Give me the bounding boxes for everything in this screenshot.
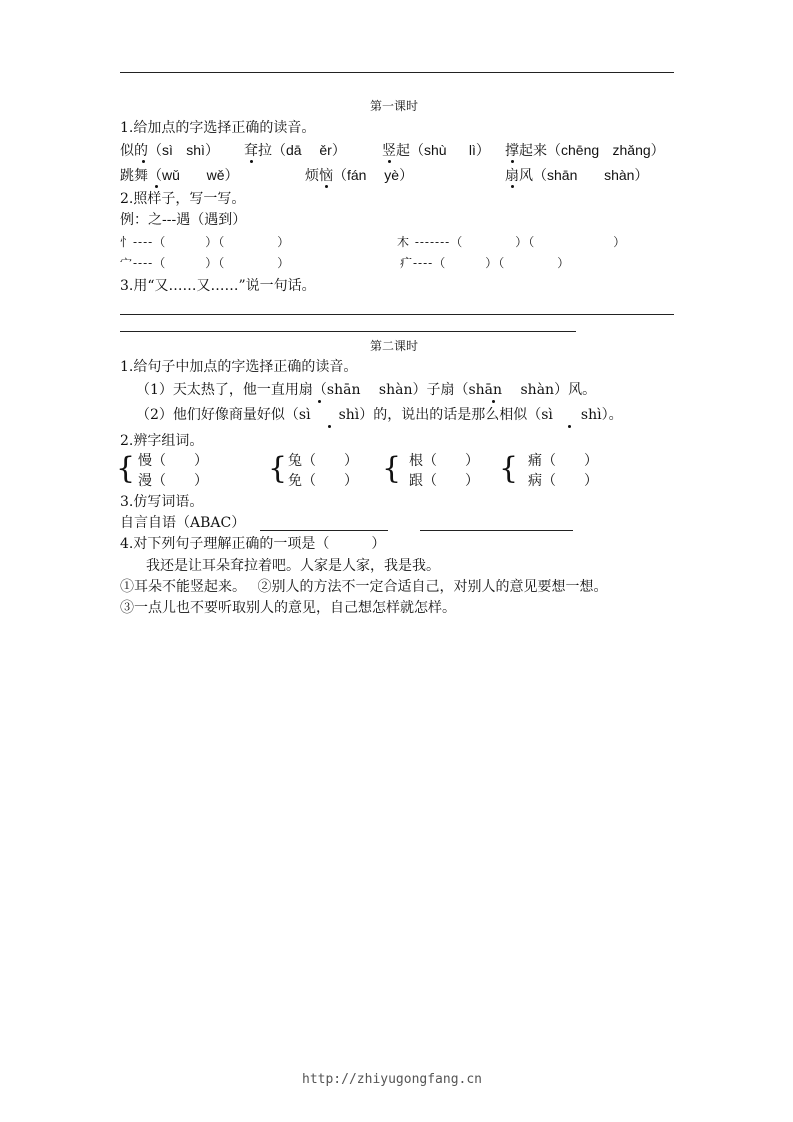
pinyin-b: shàn xyxy=(604,167,635,183)
word: 跳舞 xyxy=(120,168,148,184)
pinyin-b: yè xyxy=(384,167,400,183)
answer-line[interactable] xyxy=(120,331,576,332)
pinyin-a: chēng xyxy=(561,142,600,158)
emphasis-dot xyxy=(388,160,391,163)
word: 烦恼 xyxy=(305,168,333,184)
l2-q4-option-3: ③一点儿也不要听取别人的意见，自己想怎样就怎样。 xyxy=(120,600,456,616)
pair-a: 根（ ） xyxy=(409,453,479,469)
footer-url[interactable]: http://zhiyugongfang.cn xyxy=(302,1072,483,1087)
l2-q2-prompt: 2.辨字组词。 xyxy=(120,433,204,449)
pinyin-a: dā xyxy=(286,142,302,158)
word: 似的 xyxy=(120,143,148,159)
l1-q2-prompt: 2.照样子，写一写。 xyxy=(120,191,246,207)
l2-q4-prompt: 4.对下列句子理解正确的一项是（ ） xyxy=(120,536,386,552)
lesson2-title: 第二课时 xyxy=(370,339,419,353)
pinyin-a: shān xyxy=(547,167,578,183)
pinyin-b: shì xyxy=(186,142,205,158)
pair-b: 免（ ） xyxy=(288,473,358,489)
pinyin-a: sì xyxy=(162,142,173,158)
top-rule xyxy=(120,72,674,73)
pinyin-b: zhǎng xyxy=(612,142,651,158)
pinyin-a: fán xyxy=(347,167,367,183)
emphasis-dot xyxy=(142,160,145,163)
l2-q1-prompt: 1.给句子中加点的字选择正确的读音。 xyxy=(120,359,358,375)
l1-q2-example: 例：之---遇（遇到） xyxy=(120,212,247,228)
l2-q4-quote: 我还是让耳朵耷拉着吧。人家是人家，我是我。 xyxy=(146,558,440,574)
l2-q3-line: 自言自语（ABAC） xyxy=(120,515,246,531)
lesson1-title: 第一课时 xyxy=(370,99,419,113)
l2-q4-options-1-2: ①耳朵不能竖起来。 ②别人的方法不一定合适自己，对别人的意见要想一想。 xyxy=(120,579,608,595)
l2-q3-prompt: 3.仿写词语。 xyxy=(120,494,204,510)
answer-blank[interactable] xyxy=(260,530,388,531)
brace: { xyxy=(499,451,519,486)
brace: { xyxy=(116,451,136,486)
pinyin-b: ěr xyxy=(319,142,332,158)
word: 耷拉 xyxy=(244,143,272,159)
l1-q1-r2-item3: 扇风（shān shàn） xyxy=(505,167,649,184)
l1-q2-row2a: 宀----（ ）（ ） xyxy=(120,256,291,270)
word: 竖起 xyxy=(382,143,410,159)
emphasis-dot xyxy=(318,400,321,403)
word: 扇风 xyxy=(505,168,533,184)
pair-b: 病（ ） xyxy=(528,473,598,489)
l1-q1-r2-item1: 跳舞（wǔ wě） xyxy=(120,167,239,184)
brace: { xyxy=(382,451,402,486)
l2-q1-s2: （2）他们好像商量好似（sì shì）的，说出的话是那么相似（sì shì）。 xyxy=(136,407,623,423)
l1-q3-prompt: 3.用“又……又……”说一句话。 xyxy=(120,278,316,294)
pinyin-a: shù xyxy=(424,142,447,158)
pair-b: 漫（ ） xyxy=(138,473,208,489)
l1-q2-row1b: 木 -------（ ）（ ） xyxy=(397,235,627,249)
answer-line[interactable] xyxy=(120,314,674,315)
l2-q1-s1: （1）天太热了，他一直用扇（shān shàn）子扇（shān shàn）风。 xyxy=(136,382,597,398)
l1-q1-r2-item2: 烦恼（fán yè） xyxy=(305,167,414,184)
emphasis-dot xyxy=(568,425,571,428)
brace: { xyxy=(268,451,288,486)
pair-a: 痛（ ） xyxy=(528,453,598,469)
l1-q2-row2b: 疒----（ ）（ ） xyxy=(400,256,571,270)
emphasis-dot xyxy=(328,425,331,428)
pinyin-a: wǔ xyxy=(162,167,180,183)
l1-q1-r1-item4: 撑起来（chēng zhǎng） xyxy=(505,142,665,159)
emphasis-dot xyxy=(511,185,514,188)
emphasis-dot xyxy=(511,160,514,163)
l1-q1-r1-item3: 竖起（shù lì） xyxy=(382,142,490,159)
l1-q2-row1a: 忄----（ ）（ ） xyxy=(120,235,291,249)
word: 撑起来 xyxy=(505,143,547,159)
pair-a: 慢（ ） xyxy=(138,453,208,469)
answer-blank[interactable] xyxy=(420,530,573,531)
pinyin-b: lì xyxy=(468,142,476,158)
l1-q1-r1-item2: 耷拉（dā ěr） xyxy=(244,142,346,159)
pair-b: 跟（ ） xyxy=(409,473,479,489)
emphasis-dot xyxy=(492,400,495,403)
l1-q1-prompt: 1.给加点的字选择正确的读音。 xyxy=(120,120,316,136)
pair-a: 兔（ ） xyxy=(288,453,358,469)
emphasis-dot xyxy=(155,185,158,188)
emphasis-dot xyxy=(250,160,253,163)
emphasis-dot xyxy=(325,185,328,188)
l1-q1-r1-item1: 似的（sì shì） xyxy=(120,142,219,159)
pinyin-b: wě xyxy=(206,167,225,183)
